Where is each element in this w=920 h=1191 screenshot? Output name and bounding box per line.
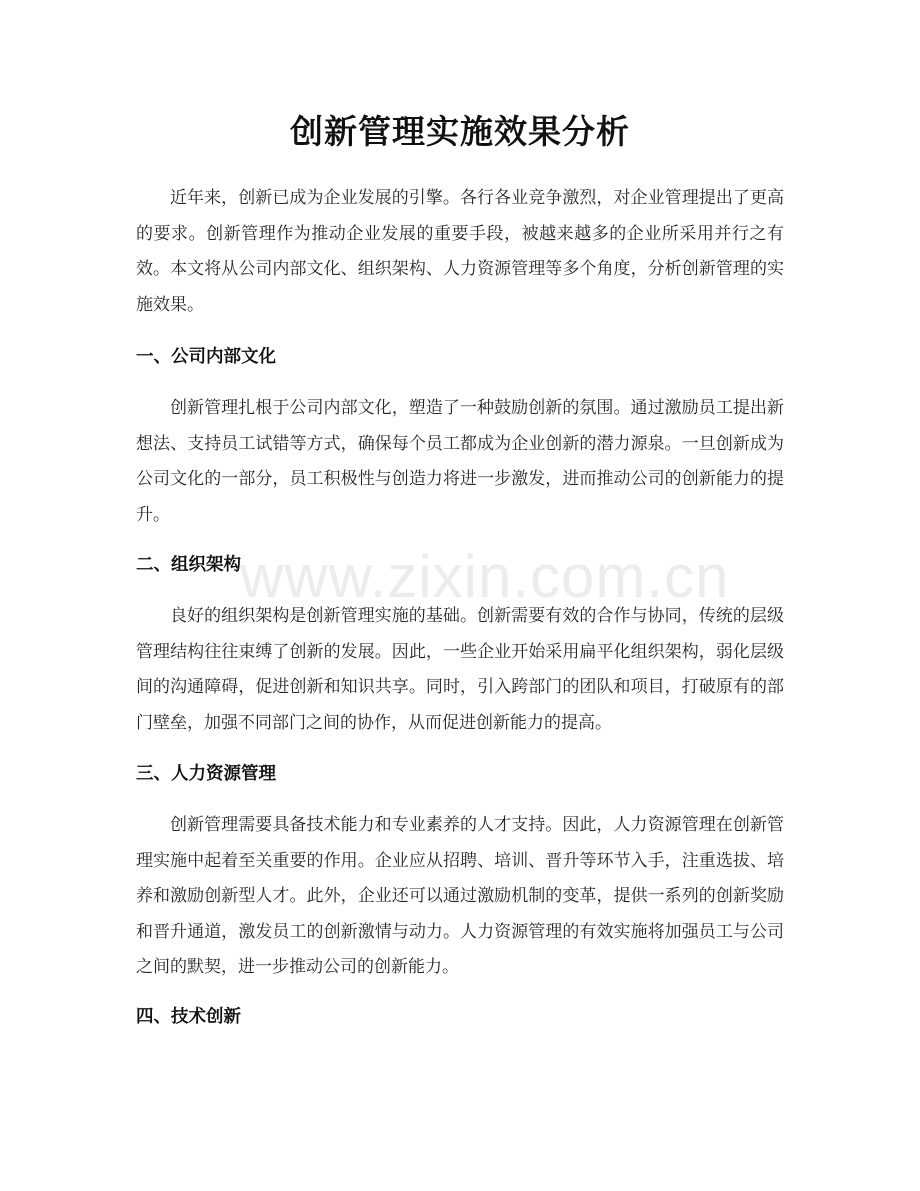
section-paragraph-hr: 创新管理需要具备技术能力和专业素养的人才支持。因此，人力资源管理在创新管理实施中起着至关重要的作用。企业应从招聘、培训、晋升等环节入手，注重选拔、培养和激励创新型人才。此外，企业还可以通过激励机制的变革，提供一系列的创新奖励和晋升通道，激发员工的创新激情与动力。人力资源管理的有效实施将加强员工与公司之间的默契，进一步推动公司的创新能力。	[136, 815, 784, 977]
section-culture-body	[136, 391, 784, 533]
section-heading-organization: 二、组织架构	[136, 555, 241, 575]
section-organization	[136, 550, 784, 580]
section-culture	[136, 342, 784, 372]
section-heading-hr: 三、人力资源管理	[136, 764, 276, 784]
section-paragraph-culture: 创新管理扎根于公司内部文化，塑造了一种鼓励创新的氛围。通过激励员工提出新想法、支持员工试错等方式，确保每个员工都成为企业创新的潜力源泉。一旦创新成为公司文化的一部分，员工积极性与创造力将进一步激发，进而推动公司的创新能力的提升。	[136, 398, 784, 525]
document-title: 创新管理实施效果分析	[290, 112, 630, 151]
intro-paragraph: 近年来，创新已成为企业发展的引擎。各行各业竞争激烈，对企业管理提出了更高的要求。创新管理作为推动企业发展的重要手段，被越来越多的企业所采用并行之有效。本文将从公司内部文化、组织架构、人力资源管理等多个角度，分析创新管理的实施效果。	[136, 188, 784, 315]
intro-section	[136, 181, 784, 323]
section-heading-technology: 四、技术创新	[136, 1007, 241, 1027]
watermark-text: www.zixin.com.cn	[240, 543, 730, 610]
section-hr	[136, 759, 784, 789]
section-organization-body	[136, 599, 784, 741]
section-paragraph-organization: 良好的组织架构是创新管理实施的基础。创新需要有效的合作与协同，传统的层级管理结构往往束缚了创新的发展。因此，一些企业开始采用扁平化组织架构，弱化层级间的沟通障碍，促进创新和知识共享。同时，引入跨部门的团队和项目，打破原有的部门壁垒，加强不同部门之间的协作，从而促进创新能力的提高。	[136, 606, 784, 733]
section-hr-body	[136, 808, 784, 986]
section-technology	[136, 1002, 784, 1032]
section-heading-culture: 一、公司内部文化	[136, 347, 276, 367]
